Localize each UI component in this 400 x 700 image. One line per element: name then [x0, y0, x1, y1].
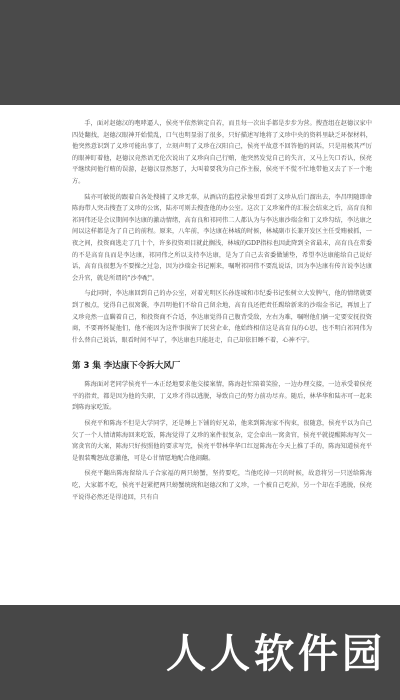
paragraph: 侯亮平翻出陈海留给儿子合家福的两只螃蟹，坚持要吃，当他吃掉一只的时候，故意将另一只送给陈海吃，大家都不吃，侯亮平赶紧把两只螃蟹统统和赵德汉和了义珍，一个被自己吃掉，另一个却在手逃脱，侯亮平说得必然还是得追回，只有自	[72, 470, 372, 501]
paragraph: 手，面对赵德汉的咆哮逼人，侯亮平依然镇定自若，而且每一次出手都是步步为营。搜查组在赵德汉家中四处翻找，赵德汉眼神开始慌乱，口气也明显弱了很多，只好描述写地将了义珍中央的资料里缺乏环保材料，他突然意识到了义珍可能出事了，立刻声明了义珍在汉阳自己，侯亮平故意不回答他的问话，只是用极其严厉的眼神盯着他，赵德汉竟然语无伦次说出了义珍向自己行贿，他突然发觉自己的失言，又马上矢口否认，侯亮平继续问他行贿的误游，赵德汉显然怒了，大叫着要我为自己作主报，侯亮平不慌不忙地带他又去了下一个地方。	[72, 120, 372, 185]
watermark-logo: 人人软件园	[166, 631, 386, 677]
section-title: 第 3 集 李达康下令拆大风厂	[72, 361, 181, 372]
document-page	[72, 118, 372, 596]
top-dark-bar	[0, 0, 400, 105]
paragraph: 侯亮平和陈海不但是大学同学，还是睡上下铺的好兄弟，他来到陈海家不拘束，很随意，侯亮平以为自己欠了一个人情请陈海回来吃饭，陈海觉得了义珍的案件很复杂，定会牵出一窝贪官，侯亮平就提醒陈海写欠一窝贪官的大案，陈海只好按照他的要求写完，侯亮平带林华华口红逗陈海在今天上推了手的，陈海知道侯亮平是假装嘴怒故意激他，可是心甘情愿地配合他闹翻。	[72, 420, 372, 462]
paragraph: 陆亦可敏锐的跟着自各处搜捕了义珍无辜，从酒店的监控录像里看到了义珍从后门溜出去，李昌明随即命陈海带人突击搜查了义珍的公寓，陆亦可则去搜查他的办公室。这次丁义珍案件的汇报会结束之后，高育良和祁同伟还是会议期间李达康的激动情绪，高育良和祁同伟二人都认为与李达康沙瑞金和丁义珍勾结，李达康之间以这样都是为了自己的前程。原来，八年前，李达康在林城的时候，林城副市长兼开发区主任受贿被抓，一夜之间，投资商逃走了几十个，许多投资项目就此搁浅，林城的GDP指标也因此降到全省最末，高育良在常委的不是高育良而是李达康，祁同伟之所以支持李达康，是为了自己去省委做铺垫，希望李达康能给自己说好话，高育良很想为不要操之过急，因为沙瑞金书记刚来，嘱咐祁同伟不要乱说话，因为李达康有传言说李达康会升官，就是所谓的"沙李配"。	[72, 193, 372, 282]
paragraph: 与此同时，李达康回到自己的办公室，对着光明区长孙连城和市纪委书记张树立大发脾气，他的情绪就要到了极点，觉得自己很窝囊，李昌明他们不给自己留余地，高育良还把责任踢给新来的沙瑞金书记，再加上了义珍竟然一直瞒着自己，和投资商不合适，李达康觉得自己腹背受敌，左右为难，嘱咐他们俩一定要安抚投资商，不要再怀疑他们，他不能因为这件事损害了民营企业，他始终相信这是高育良的心思，也不明白祁同伟为什么替自己说话，眼看时间不早了，李达康也只能赶走，自己却依旧睡不着，心神不宁。	[72, 290, 372, 344]
paragraph: 陈海面对老同学侯亮平一本正经地要求他交接案情，陈海赶忙陪着笑脸，一边办理交接，一边承受着侯亮平的指责，都是因为他的失职，丁义珍才得以逃脱，导致自己的努力前功尽弃。随后，林华华和陆亦可一起来到陈海家吃饭。	[72, 381, 372, 412]
